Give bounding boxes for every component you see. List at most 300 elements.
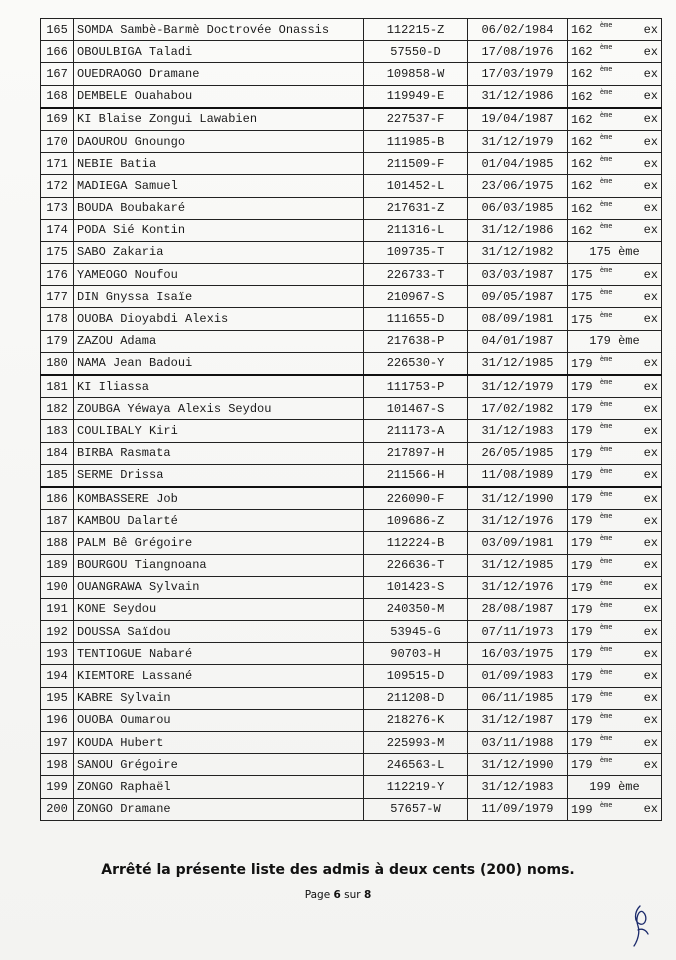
name-cell: MADIEGA Samuel	[74, 175, 364, 197]
rank-number: 179	[571, 758, 593, 773]
birth-date-cell: 31/12/1979	[468, 130, 568, 152]
row-number-cell: 176	[41, 264, 74, 286]
rank-ordinal-suffix: ème	[599, 535, 613, 544]
rank-cell	[568, 487, 662, 510]
name-cell: KABRE Sylvain	[74, 687, 364, 709]
table-row	[41, 754, 662, 776]
rank-ordinal-suffix: ème	[599, 513, 613, 522]
row-number-cell: 172	[41, 175, 74, 197]
rank-value	[571, 670, 612, 683]
name-cell: TENTIOGUE Nabaré	[74, 643, 364, 665]
rank-wrap	[571, 113, 658, 126]
name-cell: NAMA Jean Badoui	[74, 352, 364, 375]
rank-number: 179	[571, 514, 593, 529]
rank-tie-marker: ex	[643, 669, 658, 684]
rank-wrap	[571, 335, 658, 347]
rank-wrap	[571, 224, 658, 237]
name-cell: BIRBA Rasmata	[74, 442, 364, 464]
rank-value	[571, 157, 612, 170]
birth-date-cell: 23/06/1975	[468, 175, 568, 197]
rank-wrap	[571, 514, 658, 527]
rank-value	[571, 357, 612, 370]
rank-wrap	[571, 268, 658, 281]
birth-date-cell: 17/08/1976	[468, 41, 568, 63]
matricule-cell: 227537-F	[364, 108, 468, 131]
rank-tie-marker: ex	[643, 289, 658, 304]
matricule-cell: 90703-H	[364, 643, 468, 665]
table-row	[41, 709, 662, 731]
birth-date-cell: 31/12/1976	[468, 576, 568, 598]
birth-date-cell: 03/09/1981	[468, 532, 568, 554]
rank-cell	[568, 153, 662, 175]
rank-cell	[568, 709, 662, 731]
rank-cell	[568, 219, 662, 241]
rank-tie-marker: ex	[643, 312, 658, 327]
rank-wrap	[571, 202, 658, 215]
row-number-cell: 167	[41, 63, 74, 85]
rank-cell	[568, 398, 662, 420]
rank-tie-marker: ex	[643, 223, 658, 238]
rank-number: 162	[571, 223, 593, 238]
matricule-cell: 109858-W	[364, 63, 468, 85]
rank-wrap	[571, 736, 658, 749]
rank-ordinal-suffix: ème	[599, 668, 613, 677]
birth-date-cell: 31/12/1982	[468, 241, 568, 263]
name-cell: PALM Bê Grégoire	[74, 532, 364, 554]
name-cell: DAOUROU Gnoungo	[74, 130, 364, 152]
name-cell: OUOBA Dioyabdi Alexis	[74, 308, 364, 330]
closing-statement: Arrêté la présente liste des admis à deux cents (200) noms.	[101, 862, 575, 878]
page-prefix: Page	[304, 889, 334, 901]
name-cell: DIN Gnyssa Isaïe	[74, 286, 364, 308]
rank-wrap	[571, 492, 658, 505]
rank-cell	[568, 308, 662, 330]
rank-value	[571, 45, 612, 58]
rank-wrap	[571, 402, 658, 415]
matricule-cell: 57657-W	[364, 798, 468, 820]
admis-table-body	[41, 19, 662, 821]
rank-wrap	[571, 290, 658, 303]
rank-number: 175	[571, 312, 593, 327]
name-cell: KI Blaise Zongui Lawabien	[74, 108, 364, 131]
rank-ordinal-suffix: ème	[599, 445, 613, 454]
birth-date-cell: 11/09/1979	[468, 798, 568, 820]
row-number-cell: 197	[41, 732, 74, 754]
rank-cell	[568, 241, 662, 263]
rank-cell	[568, 643, 662, 665]
name-cell: OUEDRAOGO Dramane	[74, 63, 364, 85]
rank-ordinal-suffix: ème	[599, 66, 613, 75]
rank-value	[571, 67, 612, 80]
row-number-cell: 174	[41, 219, 74, 241]
row-number-cell: 171	[41, 153, 74, 175]
rank-value	[571, 692, 612, 705]
rank-value	[571, 469, 612, 482]
table-row	[41, 732, 662, 754]
name-cell: ZAZOU Adama	[74, 330, 364, 352]
rank-tie-marker: ex	[643, 558, 658, 573]
name-cell: KIEMTORE Lassané	[74, 665, 364, 687]
rank-tie-marker: ex	[643, 156, 658, 171]
rank-value	[571, 447, 612, 460]
birth-date-cell: 06/03/1985	[468, 197, 568, 219]
name-cell: KOUDA Hubert	[74, 732, 364, 754]
rank-cell	[568, 108, 662, 131]
matricule-cell: 226530-Y	[364, 352, 468, 375]
birth-date-cell: 31/12/1976	[468, 510, 568, 532]
rank-value	[571, 559, 612, 572]
rank-wrap	[571, 647, 658, 660]
birth-date-cell: 08/09/1981	[468, 308, 568, 330]
rank-wrap	[571, 135, 658, 148]
rank-number: 175 ème	[589, 245, 640, 260]
rank-cell	[568, 464, 662, 487]
rank-cell	[568, 19, 662, 41]
row-number-cell: 184	[41, 442, 74, 464]
rank-cell	[568, 621, 662, 643]
rank-value	[571, 268, 612, 281]
birth-date-cell: 26/05/1985	[468, 442, 568, 464]
row-number-cell: 175	[41, 241, 74, 263]
name-cell: DEMBELE Ouahabou	[74, 85, 364, 108]
rank-ordinal-suffix: ème	[599, 134, 613, 143]
rank-cell	[568, 665, 662, 687]
row-number-cell: 182	[41, 398, 74, 420]
matricule-cell: 119949-E	[364, 85, 468, 108]
rank-wrap	[571, 692, 658, 705]
rank-number: 179	[571, 468, 593, 483]
rank-tie-marker: ex	[643, 134, 658, 149]
rank-tie-marker: ex	[643, 423, 658, 438]
table-row	[41, 130, 662, 152]
matricule-cell: 112215-Z	[364, 19, 468, 41]
rank-cell	[568, 85, 662, 108]
rank-tie-marker: ex	[643, 89, 658, 104]
birth-date-cell: 31/12/1983	[468, 776, 568, 798]
birth-date-cell: 28/08/1987	[468, 598, 568, 620]
rank-cell	[568, 286, 662, 308]
rank-wrap	[571, 559, 658, 572]
rank-ordinal-suffix: ème	[599, 690, 613, 699]
matricule-cell: 226733-T	[364, 264, 468, 286]
rank-cell	[568, 510, 662, 532]
rank-ordinal-suffix: ème	[599, 735, 613, 744]
table-row	[41, 598, 662, 620]
name-cell: SOMDA Sambè-Barmè Doctrovée Onassis	[74, 19, 364, 41]
rank-value	[571, 23, 612, 36]
rank-value	[571, 803, 612, 816]
rank-tie-marker: ex	[643, 491, 658, 506]
row-number-cell: 169	[41, 108, 74, 131]
row-number-cell: 200	[41, 798, 74, 820]
rank-value	[571, 113, 612, 126]
birth-date-cell: 11/08/1989	[468, 464, 568, 487]
rank-ordinal-suffix: ème	[599, 267, 613, 276]
table-row	[41, 63, 662, 85]
rank-ordinal-suffix: ème	[599, 379, 613, 388]
rank-tie-marker: ex	[643, 624, 658, 639]
rank-ordinal-suffix: ème	[599, 423, 613, 432]
row-number-cell: 191	[41, 598, 74, 620]
table-row	[41, 643, 662, 665]
matricule-cell: 211509-F	[364, 153, 468, 175]
page-middle: sur	[340, 889, 364, 901]
rank-cell	[568, 798, 662, 820]
rank-ordinal-suffix: ème	[599, 757, 613, 766]
birth-date-cell: 06/11/1985	[468, 687, 568, 709]
rank-tie-marker: ex	[643, 66, 658, 81]
table-row	[41, 19, 662, 41]
rank-value	[571, 90, 612, 103]
rank-ordinal-suffix: ème	[599, 712, 613, 721]
rank-tie-marker: ex	[643, 513, 658, 528]
rank-tie-marker: ex	[643, 178, 658, 193]
row-number-cell: 178	[41, 308, 74, 330]
matricule-cell: 109515-D	[364, 665, 468, 687]
row-number-cell: 193	[41, 643, 74, 665]
rank-value	[589, 781, 639, 793]
rank-cell	[568, 63, 662, 85]
rank-ordinal-suffix: ème	[599, 111, 613, 120]
table-row	[41, 175, 662, 197]
rank-tie-marker: ex	[643, 356, 658, 371]
birth-date-cell: 31/12/1983	[468, 420, 568, 442]
table-row	[41, 197, 662, 219]
birth-date-cell: 17/03/1979	[468, 63, 568, 85]
matricule-cell: 112219-Y	[364, 776, 468, 798]
rank-ordinal-suffix: ème	[599, 355, 613, 364]
rank-wrap	[571, 23, 658, 36]
rank-value	[571, 424, 612, 437]
table-row	[41, 41, 662, 63]
rank-number: 179	[571, 558, 593, 573]
name-cell: BOURGOU Tiangnoana	[74, 554, 364, 576]
rank-number: 179	[571, 356, 593, 371]
rank-wrap	[571, 380, 658, 393]
row-number-cell: 186	[41, 487, 74, 510]
rank-wrap	[571, 758, 658, 771]
name-cell: ZONGO Dramane	[74, 798, 364, 820]
rank-number: 179	[571, 492, 593, 507]
table-row	[41, 108, 662, 131]
rank-tie-marker: ex	[643, 446, 658, 461]
rank-number: 179	[571, 647, 593, 662]
birth-date-cell: 31/12/1979	[468, 375, 568, 398]
rank-cell	[568, 41, 662, 63]
table-row	[41, 510, 662, 532]
matricule-cell: 101452-L	[364, 175, 468, 197]
rank-tie-marker: ex	[643, 802, 658, 817]
table-row	[41, 153, 662, 175]
rank-value	[571, 647, 612, 660]
rank-cell	[568, 732, 662, 754]
rank-cell	[568, 776, 662, 798]
name-cell: SERME Drissa	[74, 464, 364, 487]
matricule-cell: 225993-M	[364, 732, 468, 754]
rank-value	[571, 179, 612, 192]
rank-tie-marker: ex	[643, 201, 658, 216]
rank-wrap	[571, 90, 658, 103]
birth-date-cell: 09/05/1987	[468, 286, 568, 308]
rank-tie-marker: ex	[643, 468, 658, 483]
rank-tie-marker: ex	[643, 602, 658, 617]
rank-ordinal-suffix: ème	[599, 289, 613, 298]
rank-ordinal-suffix: ème	[599, 646, 613, 655]
rank-value	[571, 603, 612, 616]
row-number-cell: 195	[41, 687, 74, 709]
row-number-cell: 179	[41, 330, 74, 352]
rank-wrap	[571, 45, 658, 58]
rank-value	[571, 758, 612, 771]
rank-wrap	[571, 424, 658, 437]
matricule-cell: 211173-A	[364, 420, 468, 442]
matricule-cell: 218276-K	[364, 709, 468, 731]
name-cell: BOUDA Boubakaré	[74, 197, 364, 219]
matricule-cell: 210967-S	[364, 286, 468, 308]
table-row	[41, 308, 662, 330]
table-row	[41, 487, 662, 510]
birth-date-cell: 19/04/1987	[468, 108, 568, 131]
table-row	[41, 576, 662, 598]
rank-number: 162	[571, 23, 593, 38]
rank-number: 162	[571, 112, 593, 127]
name-cell: ZONGO Raphaël	[74, 776, 364, 798]
admis-table	[40, 18, 662, 821]
rank-ordinal-suffix: ème	[599, 624, 613, 633]
row-number-cell: 183	[41, 420, 74, 442]
page-total: 8	[363, 889, 372, 901]
rank-number: 179	[571, 536, 593, 551]
rank-wrap	[571, 625, 658, 638]
rank-ordinal-suffix: ème	[599, 44, 613, 53]
row-number-cell: 168	[41, 85, 74, 108]
rank-number: 162	[571, 135, 593, 150]
rank-cell	[568, 264, 662, 286]
name-cell: SABO Zakaria	[74, 241, 364, 263]
rank-number: 179	[571, 713, 593, 728]
rank-number: 179	[571, 446, 593, 461]
rank-number: 199 ème	[589, 779, 640, 794]
rank-cell	[568, 442, 662, 464]
rank-ordinal-suffix: ème	[599, 601, 613, 610]
row-number-cell: 165	[41, 19, 74, 41]
rank-ordinal-suffix: ème	[599, 222, 613, 231]
rank-value	[571, 380, 612, 393]
rank-ordinal-suffix: ème	[599, 801, 613, 810]
birth-date-cell: 04/01/1987	[468, 330, 568, 352]
birth-date-cell: 16/03/1975	[468, 643, 568, 665]
row-number-cell: 190	[41, 576, 74, 598]
rank-wrap	[571, 670, 658, 683]
rank-cell	[568, 576, 662, 598]
row-number-cell: 180	[41, 352, 74, 375]
matricule-cell: 217631-Z	[364, 197, 468, 219]
rank-wrap	[571, 469, 658, 482]
table-row	[41, 687, 662, 709]
birth-date-cell: 01/09/1983	[468, 665, 568, 687]
rank-cell	[568, 420, 662, 442]
page-number	[0, 889, 676, 901]
birth-date-cell: 31/12/1985	[468, 554, 568, 576]
matricule-cell: 240350-M	[364, 598, 468, 620]
rank-number: 175	[571, 268, 593, 283]
birth-date-cell: 17/02/1982	[468, 398, 568, 420]
birth-date-cell: 03/11/1988	[468, 732, 568, 754]
name-cell: OBOULBIGA Taladi	[74, 41, 364, 63]
rank-tie-marker: ex	[643, 713, 658, 728]
row-number-cell: 187	[41, 510, 74, 532]
rank-ordinal-suffix: ème	[599, 401, 613, 410]
birth-date-cell: 07/11/1973	[468, 621, 568, 643]
rank-number: 162	[571, 201, 593, 216]
table-row	[41, 420, 662, 442]
page-current: 6	[333, 889, 341, 901]
birth-date-cell: 31/12/1990	[468, 754, 568, 776]
rank-number: 179	[571, 669, 593, 684]
matricule-cell: 211316-L	[364, 219, 468, 241]
name-cell: SANOU Grégoire	[74, 754, 364, 776]
rank-cell	[568, 532, 662, 554]
name-cell: PODA Sié Kontin	[74, 219, 364, 241]
rank-value	[589, 246, 639, 258]
birth-date-cell: 31/12/1986	[468, 85, 568, 108]
rank-tie-marker: ex	[643, 267, 658, 282]
rank-number: 162	[571, 45, 593, 60]
table-row	[41, 85, 662, 108]
row-number-cell: 192	[41, 621, 74, 643]
matricule-cell: 211208-D	[364, 687, 468, 709]
row-number-cell: 173	[41, 197, 74, 219]
rank-tie-marker: ex	[643, 580, 658, 595]
rank-cell	[568, 175, 662, 197]
rank-value	[571, 625, 612, 638]
matricule-cell: 211566-H	[364, 464, 468, 487]
rank-number: 179	[571, 602, 593, 617]
rank-cell	[568, 754, 662, 776]
table-row	[41, 621, 662, 643]
rank-number: 162	[571, 89, 593, 104]
rank-wrap	[571, 179, 658, 192]
rank-value	[571, 202, 612, 215]
rank-ordinal-suffix: ème	[599, 22, 613, 31]
matricule-cell: 246563-L	[364, 754, 468, 776]
rank-tie-marker: ex	[643, 735, 658, 750]
rank-cell	[568, 554, 662, 576]
table-row	[41, 665, 662, 687]
birth-date-cell: 31/12/1990	[468, 487, 568, 510]
table-row	[41, 798, 662, 820]
name-cell: KONE Seydou	[74, 598, 364, 620]
rank-number: 162	[571, 179, 593, 194]
rank-cell	[568, 197, 662, 219]
table-row	[41, 464, 662, 487]
rank-value	[571, 536, 612, 549]
row-number-cell: 170	[41, 130, 74, 152]
rank-value	[571, 492, 612, 505]
rank-value	[571, 581, 612, 594]
rank-ordinal-suffix: ème	[599, 88, 613, 97]
rank-value	[571, 224, 612, 237]
rank-wrap	[571, 581, 658, 594]
row-number-cell: 189	[41, 554, 74, 576]
rank-tie-marker: ex	[643, 44, 658, 59]
name-cell: OUANGRAWA Sylvain	[74, 576, 364, 598]
rank-wrap	[571, 67, 658, 80]
row-number-cell: 199	[41, 776, 74, 798]
table-row	[41, 219, 662, 241]
name-cell: DOUSSA Saïdou	[74, 621, 364, 643]
rank-cell	[568, 375, 662, 398]
